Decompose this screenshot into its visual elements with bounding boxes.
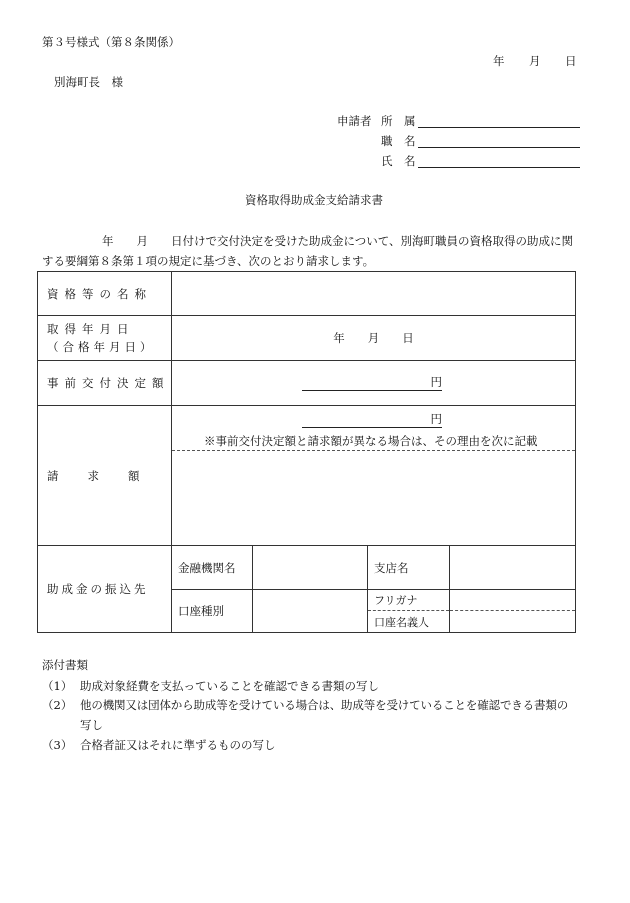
account-type-label-cell xyxy=(172,590,253,633)
pass-date-label: （合格年月日） xyxy=(47,340,156,354)
bank-label: 金融機関名 xyxy=(178,560,236,575)
attachment-num-1: （1） xyxy=(42,679,73,693)
branch-label: 支店名 xyxy=(374,560,409,575)
transfer-label-cell xyxy=(38,546,172,633)
furigana-label-cell xyxy=(368,590,450,611)
furigana-label: フリガナ xyxy=(374,594,418,607)
claim-amount-label-cell xyxy=(38,406,172,546)
branch-field[interactable] xyxy=(450,546,576,590)
claim-form-table xyxy=(37,271,576,633)
qualification-name-label: 資格等の名称 xyxy=(47,286,152,301)
acquisition-date-label-cell xyxy=(38,316,172,361)
body-line-2: する要綱第８条第１項の規定に基づき、次のとおり請求します。 xyxy=(42,254,375,268)
position-field[interactable] xyxy=(418,147,580,148)
body-line-1: 年 月 日付けで交付決定を受けた助成金について、別海町職員の資格取得の助成に関 xyxy=(102,234,574,248)
claim-amount-note: ※事前交付決定額と請求額が異なる場合は、その理由を次に記載 xyxy=(204,434,538,448)
date-year-label: 年 xyxy=(493,54,505,68)
attachment-text-2: 他の機関又は団体から助成等を受けている場合は、助成等を受けていることを確認できる書類の xyxy=(80,698,569,712)
attachment-text-3: 合格者証又はそれに準ずるものの写し xyxy=(80,738,276,752)
account-holder-field[interactable] xyxy=(450,611,576,633)
name-field[interactable] xyxy=(418,167,580,168)
form-number: 第３号様式（第８条関係） xyxy=(42,35,180,49)
affiliation-label: 所 属 xyxy=(381,114,416,128)
account-type-field[interactable] xyxy=(253,590,368,633)
furigana-field[interactable] xyxy=(450,590,576,611)
applicant-label: 申請者 xyxy=(337,114,372,128)
acquisition-date-label: 取得年月日 xyxy=(47,321,135,336)
bank-field[interactable] xyxy=(253,546,368,590)
transfer-label: 助成金の振込先 xyxy=(47,582,149,596)
attachment-num-3: （3） xyxy=(42,738,73,752)
bank-label-cell xyxy=(172,546,253,590)
claim-amount-field[interactable] xyxy=(172,406,576,546)
position-label: 職 名 xyxy=(381,134,416,148)
qualification-name-field[interactable] xyxy=(172,272,576,316)
prior-decision-label: 事前交付決定額 xyxy=(47,376,170,390)
document-title: 資格取得助成金支給請求書 xyxy=(245,193,383,207)
affiliation-field[interactable] xyxy=(418,127,580,128)
prior-decision-yen: 円 xyxy=(430,375,442,390)
account-holder-label: 口座名義人 xyxy=(374,615,429,629)
claim-amount-yen: 円 xyxy=(430,412,442,426)
attachment-text-1: 助成対象経費を支払っていることを確認できる書類の写し xyxy=(80,679,379,693)
branch-label-cell xyxy=(368,546,450,590)
account-type-label: 口座種別 xyxy=(178,604,224,618)
qualification-name-label-cell xyxy=(38,272,172,316)
claim-reason-field[interactable] xyxy=(172,451,575,545)
addressee: 別海町長 様 xyxy=(54,75,123,89)
name-label: 氏 名 xyxy=(381,154,416,168)
acquisition-date-value: 年 月 日 xyxy=(333,331,414,345)
attachment-num-2: （2） xyxy=(42,698,73,712)
acquisition-date-field[interactable] xyxy=(172,316,576,361)
prior-decision-field[interactable] xyxy=(172,361,576,406)
claim-amount-label: 請 求 額 xyxy=(47,468,142,483)
attachments-heading: 添付書類 xyxy=(42,658,88,672)
account-holder-label-cell xyxy=(368,611,450,633)
attachment-text-2-cont: 写し xyxy=(80,718,103,732)
date-day-label: 日 xyxy=(565,54,577,68)
prior-decision-label-cell xyxy=(38,361,172,406)
date-month-label: 月 xyxy=(529,54,541,68)
